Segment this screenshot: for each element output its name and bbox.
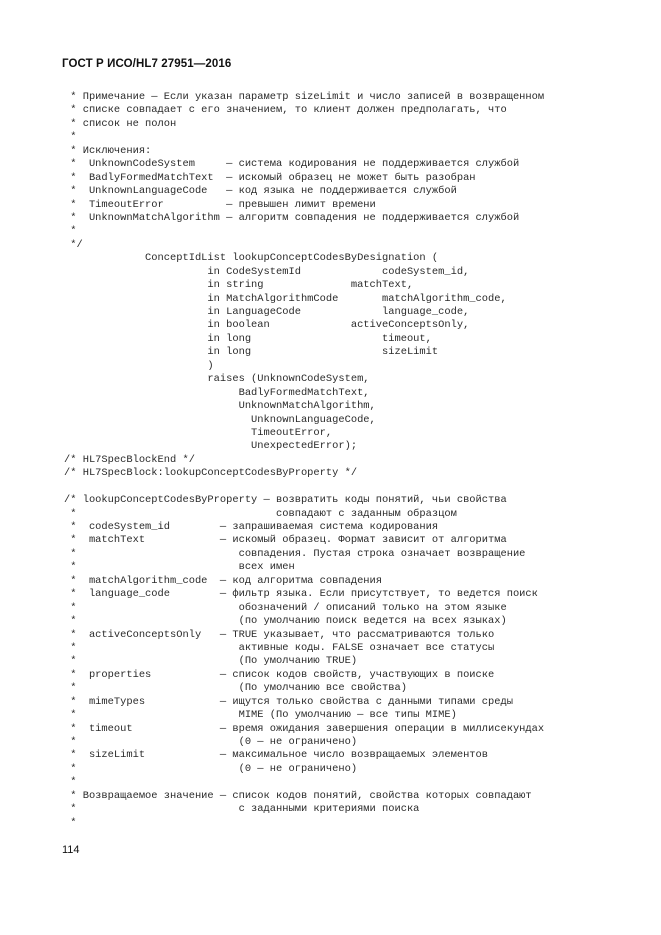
code-line: * matchText — искомый образец. Формат зависит от алгоритма [64, 534, 507, 547]
code-line [64, 481, 544, 494]
code-line: * BadlyFormedMatchText — искомый образец не может быть разобран [64, 171, 476, 184]
code-line: * (по умолчанию поиск ведется на всех языках) [64, 615, 507, 628]
code-line: * codeSystem_id — запрашиваемая система кодирования [64, 521, 439, 533]
code-line: * timeout — время ожидания завершения операции в миллисекундах [64, 722, 545, 735]
code-line: BadlyFormedMatchText, [64, 386, 370, 399]
code-line: * matchAlgorithm_code — код алгоритма совпадения [64, 574, 383, 587]
code-line: * совпадения. Пустая строка означает возвращение [64, 547, 526, 560]
code-line: * с заданными критериями поиска [64, 803, 420, 816]
code-line: * properties — список кодов свойств, участвующих в поиске [64, 668, 495, 681]
code-line: * (По умолчанию TRUE) [64, 655, 358, 668]
code-line: ) [64, 359, 214, 372]
code-line: * UnknownLanguageCode — код языка не поддерживается службой [64, 185, 457, 198]
code-line: UnknownMatchAlgorithm, [64, 400, 376, 413]
code-line: * Примечание — Если указан параметр sizeLimit и число записей в возвращенном [64, 91, 545, 103]
code-line: * UnknownCodeSystem — система кодирования не поддерживается службой [64, 158, 520, 171]
code-listing [64, 91, 544, 830]
document-header: ГОСТ Р ИСО/HL7 27951—2016 [62, 58, 232, 70]
page-number: 114 [62, 844, 80, 856]
code-line: * всех имен [64, 561, 295, 574]
code-line: * (По умолчанию все свойства) [64, 682, 407, 695]
code-line: in CodeSystemId codeSystem_id, [64, 265, 470, 278]
code-line: * [64, 776, 77, 789]
code-line: UnknownLanguageCode, [64, 413, 376, 426]
code-line: /* lookupConceptCodesByProperty — возвратить коды понятий, чьи свойства [64, 494, 507, 507]
code-line: * MIME (По умолчанию — все типы MIME) [64, 709, 457, 722]
code-line: * (0 — не ограничено) [64, 736, 358, 748]
code-line: * [64, 816, 77, 829]
code-line: * UnknownMatchAlgorithm — алгоритм совпадения не поддерживается службой [64, 211, 520, 224]
code-line: * language_code — фильтр языка. Если присутствует, то ведется поиск [64, 588, 538, 601]
code-line: raises (UnknownCodeSystem, [64, 373, 370, 386]
code-line: * списке совпадает с его значением, то клиент должен предполагать, что [64, 104, 507, 117]
code-line: * список не полон [64, 117, 177, 130]
code-line: in string matchText, [64, 279, 414, 292]
code-line: * activeConceptsOnly — TRUE указывает, что рассматриваются только [64, 628, 495, 641]
code-line: in MatchAlgorithmCode matchAlgorithm_code, [64, 292, 507, 305]
code-line: * [64, 131, 77, 144]
code-line: * [64, 225, 77, 238]
code-line: in boolean activeConceptsOnly, [64, 319, 470, 332]
code-line: * Возвращаемое значение — список кодов понятий, свойства которых совпадают [64, 789, 532, 802]
code-line: */ [64, 238, 83, 251]
code-line: * sizeLimit — максимальное число возвращаемых элементов [64, 749, 489, 762]
code-line: /* HL7SpecBlockEnd */ [64, 453, 195, 466]
code-line: in long sizeLimit [64, 346, 439, 359]
code-line: UnexpectedError); [64, 440, 358, 453]
code-line: * TimeoutError — превышен лимит времени [64, 198, 376, 211]
code-line: in long timeout, [64, 332, 432, 345]
code-line: * совпадают с заданным образцом [64, 507, 457, 520]
code-line: TimeoutError, [64, 426, 333, 439]
code-line: ConceptIdList lookupConceptCodesByDesignation ( [64, 252, 439, 265]
code-line: in LanguageCode language_code, [64, 306, 470, 318]
code-line: * Исключения: [64, 144, 152, 157]
code-line: * (0 — не ограничено) [64, 762, 358, 775]
code-line: * обозначений / описаний только на этом языке [64, 601, 507, 614]
code-line: * mimeTypes — ищутся только свойства с данными типами среды [64, 695, 513, 708]
code-line: /* HL7SpecBlock:lookupConceptCodesByProperty */ [64, 467, 358, 480]
code-line: * активные коды. FALSE означает все статусы [64, 641, 495, 654]
